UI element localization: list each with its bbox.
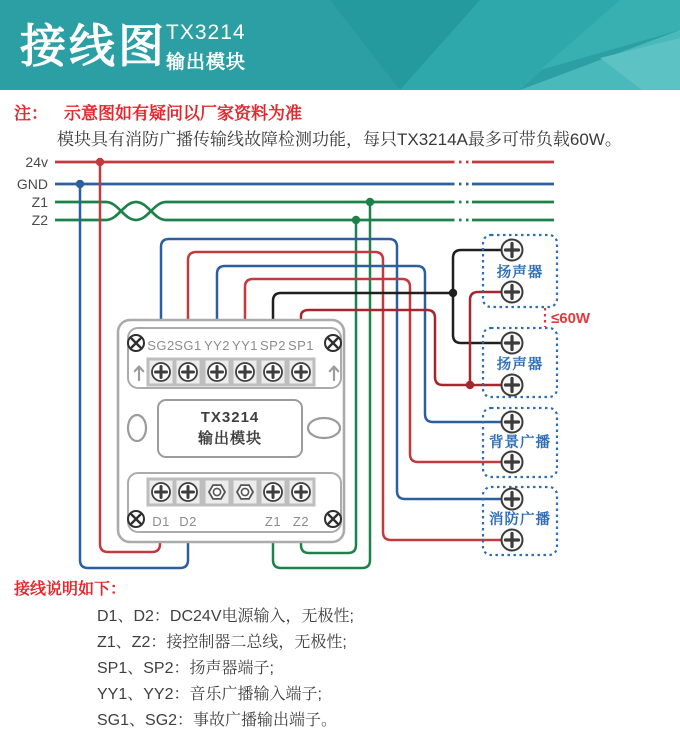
screw-terminal-icon [232,359,258,385]
load-limit-label: ≤60W [551,310,591,327]
hex-nut-icon [204,479,230,505]
corner-screw-icon [128,335,144,351]
terminal-label-yy2: YY2 [203,338,231,353]
screw-terminal-icon [204,359,230,385]
corner-screw-icon [325,511,341,527]
fire-broadcast-label: 消防广播 [489,512,551,528]
speaker-terminal-icon [502,530,523,551]
terminal-label-yy1: YY1 [231,338,259,353]
speaker2-box [483,328,557,397]
hex-nut-icon [232,479,258,505]
junction-z2 [352,216,360,224]
instruction-item: SP1、SP2：扬声器端子; [97,660,274,677]
screw-terminal-icon [260,359,286,385]
speaker-terminal-icon [502,333,523,354]
screw-terminal-icon [288,479,314,505]
terminal-label-z2: Z2 [292,514,310,529]
terminal-label-sp2: SP2 [259,338,287,353]
wire-sp2-to-speaker2 [453,293,502,343]
terminal-label-z1: Z1 [264,514,282,529]
header-model: TX3214 [166,21,246,44]
instruction-item: Z1、Z2：接控制器二总线，无极性; [97,634,347,651]
module-name: TX3214 [200,409,260,426]
terminal-label-d2: D2 [179,514,197,529]
note-line1 [14,99,302,124]
background-broadcast-box [483,408,557,477]
screw-terminal-icon [148,359,174,385]
bus-label-24v: 24v [25,154,48,170]
screw-terminal-icon [175,359,201,385]
speaker-terminal-icon [502,412,523,433]
terminal-label-sg2: SG2 [147,338,175,353]
indicator-hole-icon [308,418,340,438]
screw-terminal-icon [288,359,314,385]
junction-24v [96,158,104,166]
speaker-terminal-icon [502,489,523,510]
fire-broadcast-box [483,487,557,555]
note-warning: 示意图如有疑问以厂家资料为准 [64,104,302,123]
terminal-label-sp1: SP1 [287,338,315,353]
screw-terminal-icon [148,479,174,505]
speaker-terminal-icon [502,282,523,303]
corner-screw-icon [325,335,341,351]
note-prefix: 注： [14,104,48,123]
screw-terminal-icon [175,479,201,505]
bus-label-gnd: GND [16,176,48,192]
junction-sp1 [466,381,474,389]
speaker1-label: 扬声器 [496,265,544,281]
header-model-sub: 输出模块 [166,52,247,73]
instruction-item: SG1、SG2：事故广播输出端子。 [97,712,338,729]
module-name-sub: 输出模块 [197,430,263,447]
note-description: 模块具有消防广播传输线故障检测功能，每只TX3214A最多可带负载60W。 [57,130,622,149]
bus-label-z2: Z2 [31,212,48,228]
instructions-heading: 接线说明如下： [14,581,127,598]
junction-z1 [366,198,374,206]
terminal-label-d1: D1 [152,514,170,529]
tx3214-module [118,320,344,542]
speaker-terminal-icon [502,452,523,473]
speaker-terminal-icon [502,240,523,261]
corner-screw-icon [128,511,144,527]
wiring-diagram-canvas [0,150,680,580]
speaker-terminal-icon [502,375,523,396]
speaker1-box [483,235,557,307]
header-banner [0,0,680,90]
background-broadcast-label: 背景广播 [489,435,551,451]
wire-sp2-to-speaker1 [453,250,502,293]
speaker2-label: 扬声器 [496,357,544,373]
screw-terminal-icon [260,479,286,505]
instruction-item: D1、D2：DC24V电源输入，无极性; [97,608,354,625]
bus-label-z1: Z1 [31,194,48,210]
page-title: 接线图 [20,20,167,72]
junction-sp2 [449,289,457,297]
indicator-hole-icon [128,415,146,441]
instruction-item: YY1、YY2：音乐广播输入端子; [97,686,322,703]
junction-gnd [76,180,84,188]
terminal-label-sg1: SG1 [174,338,202,353]
